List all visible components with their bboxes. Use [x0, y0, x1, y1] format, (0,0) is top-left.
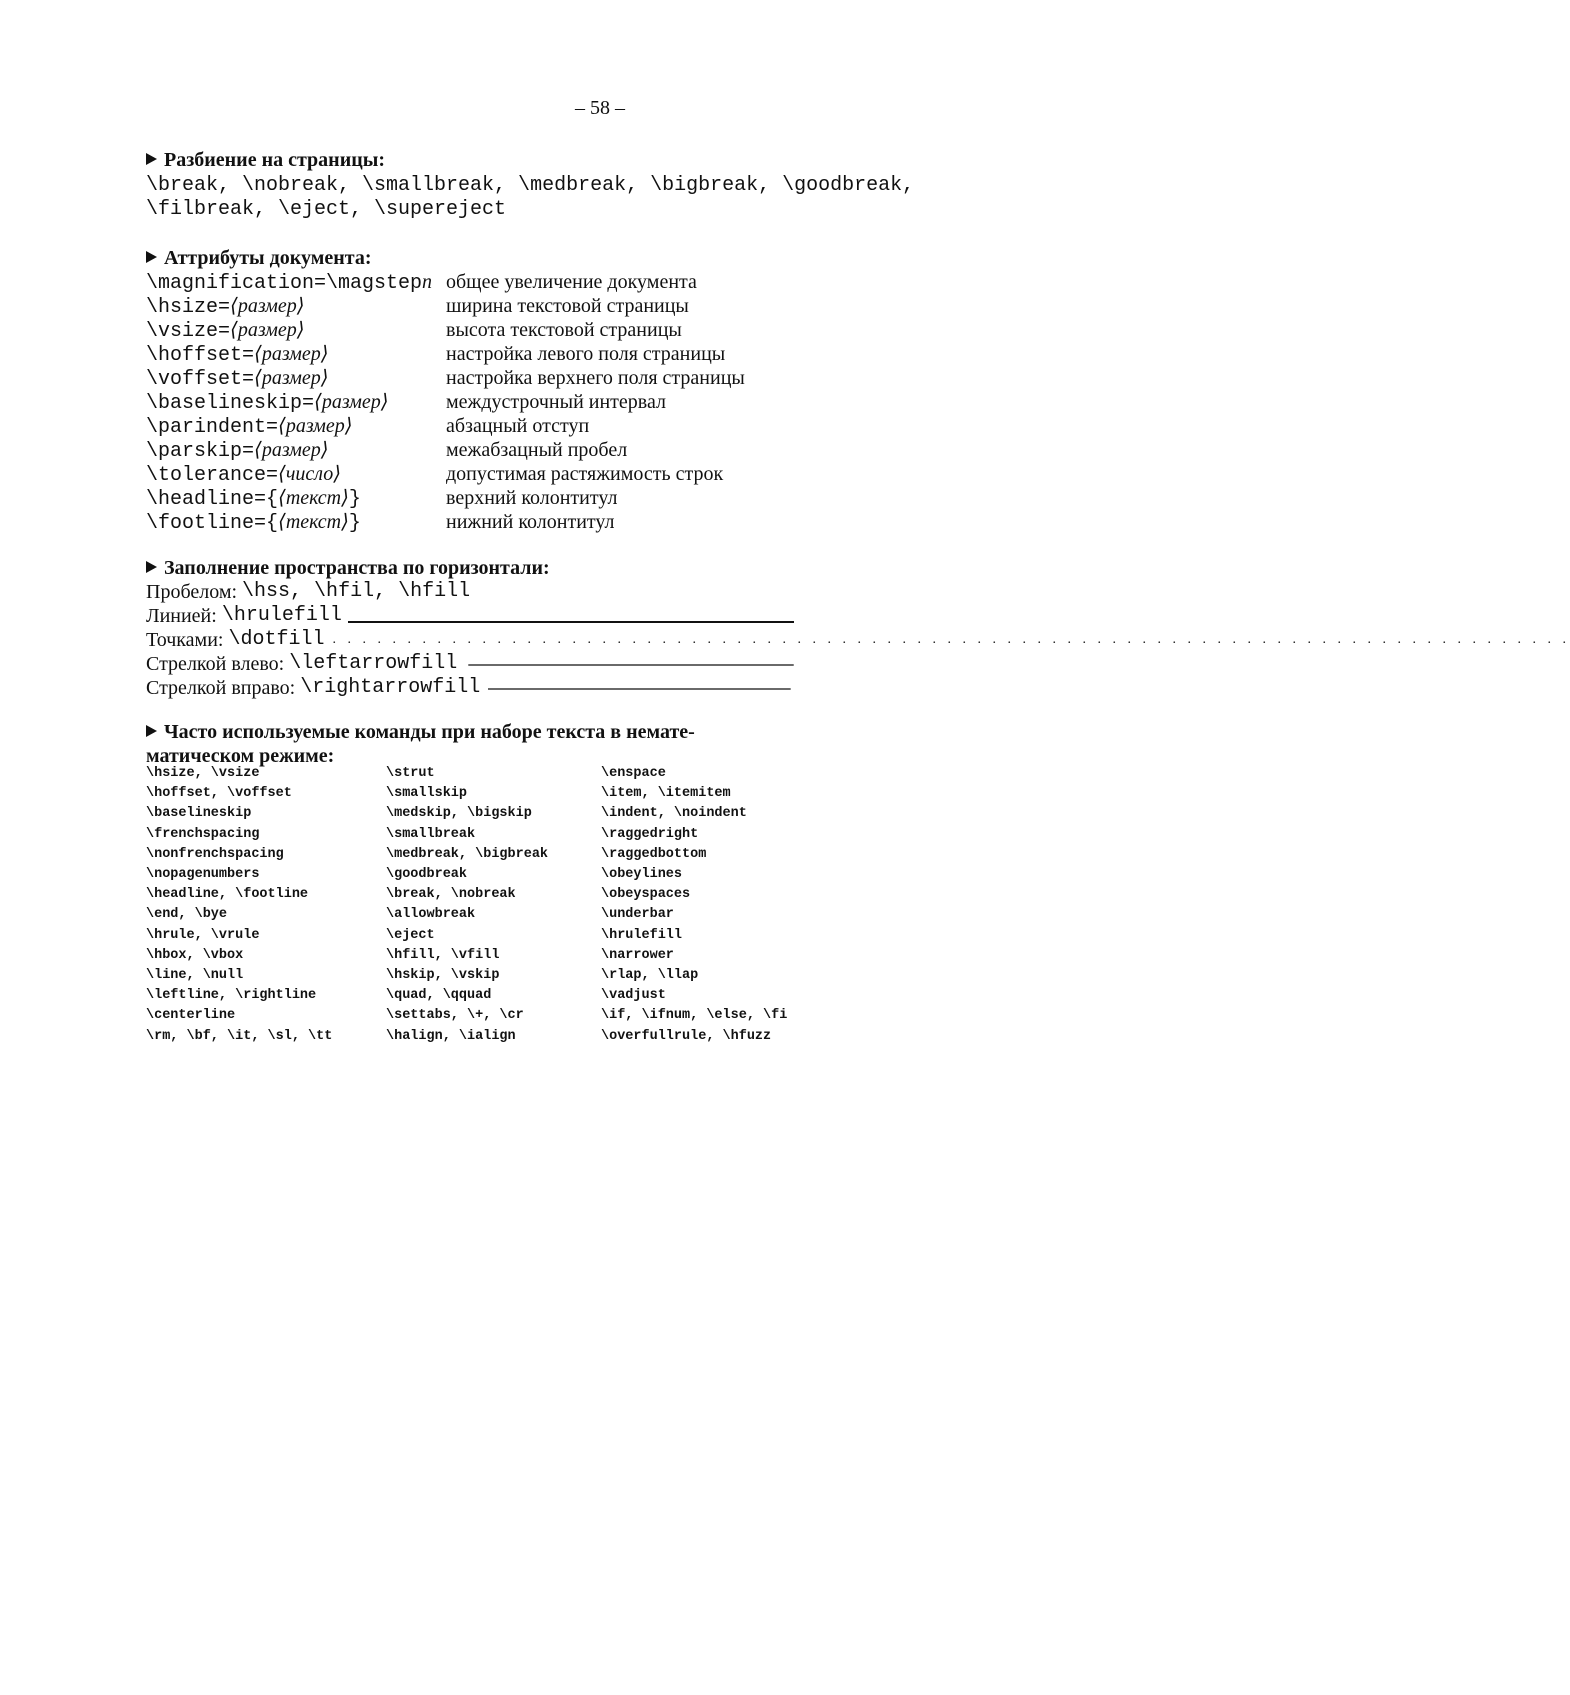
- attribute-row: [146, 294, 794, 318]
- attribute-command: [146, 414, 353, 440]
- command-item: \raggedright: [601, 826, 699, 842]
- section-pagebreak: [146, 148, 915, 222]
- heading-text: Заполнение пространства по горизонтали:: [164, 557, 550, 579]
- command-item: \eject: [386, 927, 435, 943]
- command-item: \narrower: [601, 947, 674, 963]
- section-heading: [146, 246, 794, 270]
- attribute-description: верхний колонтитул: [446, 487, 618, 509]
- attribute-row: [146, 510, 794, 534]
- section-heading: [146, 720, 794, 744]
- command-item: \quad, \qquad: [386, 988, 492, 1004]
- command-item: \medskip, \bigskip: [386, 806, 532, 822]
- command-text: \hoffset=: [146, 344, 255, 367]
- attribute-command: [146, 270, 432, 296]
- section-heading: [146, 148, 794, 172]
- command-item: \obeyspaces: [601, 887, 691, 903]
- page-number: – 58 –: [575, 97, 625, 119]
- command-text: \parindent=: [146, 416, 279, 439]
- command-column: [146, 764, 332, 1047]
- triangle-bullet-icon: [146, 251, 157, 263]
- command-item: \end, \bye: [146, 907, 228, 923]
- attribute-description: настройка верхнего поля страницы: [446, 367, 745, 389]
- triangle-bullet-icon: [146, 561, 157, 573]
- section-attributes: [146, 246, 794, 534]
- closing-brace: }: [348, 488, 361, 511]
- fill-label: Стрелкой вправо:: [146, 677, 296, 699]
- command-item: \halign, \ialign: [386, 1028, 516, 1044]
- command-item: \overfullrule, \hfuzz: [601, 1028, 772, 1044]
- command-item: \indent, \noindent: [601, 806, 747, 822]
- fill-command: \leftarrowfill: [289, 652, 458, 675]
- attribute-command: [146, 486, 361, 512]
- section-hfill: [146, 556, 1570, 700]
- attribute-description: междустрочный интервал: [446, 391, 667, 413]
- attribute-command: [146, 438, 329, 464]
- command-item: \hoffset, \voffset: [146, 786, 292, 802]
- command-item: \medbreak, \bigbreak: [386, 846, 549, 862]
- attribute-row: [146, 366, 794, 390]
- command-item: \hsize, \vsize: [146, 766, 260, 781]
- argument-text: ⟨текст⟩: [278, 487, 349, 509]
- attribute-list: [146, 270, 794, 534]
- attribute-row: [146, 462, 794, 486]
- attribute-command: [146, 510, 361, 536]
- section-common: [146, 720, 794, 768]
- command-text: \voffset=: [146, 368, 255, 391]
- fill-command: \hss, \hfil, \hfill: [242, 580, 471, 603]
- fill-command: \hrulefill: [221, 604, 342, 627]
- argument-text: ⟨размер⟩: [278, 415, 353, 437]
- command-item: \strut: [386, 766, 435, 781]
- attribute-row: [146, 438, 794, 462]
- argument-text: ⟨размер⟩: [230, 319, 305, 341]
- pagebreak-line-2: \filbreak, \eject, \supereject: [146, 198, 507, 221]
- command-item: \hbox, \vbox: [146, 947, 244, 963]
- attribute-row: [146, 270, 794, 294]
- dot-leader: . . . . . . . . . . . . . . . . . . . . . . . . . . . . . . . . . . . . . . . . . . . . . . . . . . . . . . . . . . . . . . . . . . . . . . . . . . . . . . . . . . .: [332, 632, 1570, 647]
- attribute-row: [146, 414, 794, 438]
- argument-text: ⟨размер⟩: [254, 439, 329, 461]
- command-item: \if, \ifnum, \else, \fi: [601, 1008, 788, 1024]
- heading-text: Часто используемые команды при наборе текста в немате-: [164, 721, 695, 743]
- attribute-command: [146, 366, 329, 392]
- command-item: \baselineskip: [146, 806, 252, 822]
- fill-command: \dotfill: [228, 628, 325, 651]
- command-text: \baselineskip=: [146, 392, 315, 415]
- command-text: \vsize=: [146, 320, 231, 343]
- command-item: \allowbreak: [386, 907, 476, 923]
- fill-label: Пробелом:: [146, 581, 238, 603]
- fill-row-dots: [146, 628, 1570, 652]
- triangle-bullet-icon: [146, 153, 157, 165]
- fill-label: Точками:: [146, 629, 224, 651]
- heading-text: Разбиение на страницы:: [164, 149, 386, 171]
- command-column: [386, 764, 548, 1047]
- attribute-row: [146, 390, 794, 414]
- command-item: \rlap, \llap: [601, 968, 699, 984]
- command-item: \enspace: [601, 766, 666, 781]
- argument-text: ⟨размер⟩: [254, 367, 329, 389]
- attribute-description: настройка левого поля страницы: [446, 343, 726, 365]
- pagebreak-line-1: \break, \nobreak, \smallbreak, \medbreak, \bigbreak, \goodbreak,: [146, 174, 915, 197]
- right-arrow-icon: [488, 676, 794, 700]
- closing-brace: }: [348, 512, 361, 535]
- section-heading-continued: матическом режиме:: [146, 745, 335, 767]
- attribute-description: абзацный отступ: [446, 415, 590, 437]
- attribute-command: [146, 390, 389, 416]
- fill-row-leftarrow: [146, 652, 794, 676]
- heading-text: Аттрибуты документа:: [164, 247, 372, 269]
- argument-text: ⟨число⟩: [278, 463, 342, 485]
- horizontal-rule: [348, 621, 794, 623]
- triangle-bullet-icon: [146, 725, 157, 737]
- command-text: \hsize=: [146, 296, 231, 319]
- command-item: \leftline, \rightline: [146, 988, 317, 1004]
- attribute-command: [146, 462, 341, 488]
- attribute-description: высота текстовой страницы: [446, 319, 682, 341]
- section-heading: [146, 556, 794, 580]
- command-text: \parskip=: [146, 440, 255, 463]
- attribute-row: [146, 342, 794, 366]
- attribute-row: [146, 318, 794, 342]
- fill-row-space: [146, 580, 794, 604]
- command-item: \break, \nobreak: [386, 887, 516, 903]
- argument-text: ⟨размер⟩: [230, 295, 305, 317]
- command-item: \frenchspacing: [146, 826, 260, 842]
- command-item: \goodbreak: [386, 867, 468, 883]
- attribute-description: допустимая растяжимость строк: [446, 463, 724, 485]
- attribute-command: [146, 294, 305, 320]
- command-column: [601, 764, 787, 1047]
- command-text: \headline={: [146, 488, 279, 511]
- fill-row-rightarrow: [146, 676, 794, 700]
- attribute-description: межабзацный пробел: [446, 439, 628, 461]
- command-item: \underbar: [601, 907, 674, 923]
- attribute-command: [146, 342, 329, 368]
- command-item: \hskip, \vskip: [386, 968, 500, 984]
- command-item: \centerline: [146, 1008, 236, 1024]
- command-item: \smallbreak: [386, 826, 476, 842]
- argument-text: n: [422, 271, 433, 293]
- command-item: \nonfrenchspacing: [146, 846, 284, 862]
- fill-label: Линией:: [146, 605, 217, 627]
- command-item: \item, \itemitem: [601, 786, 731, 802]
- command-item: \hrule, \vrule: [146, 927, 260, 943]
- command-item: \vadjust: [601, 988, 666, 1004]
- command-item: \headline, \footline: [146, 887, 309, 903]
- command-item: \hfill, \vfill: [386, 947, 500, 963]
- left-arrow-icon: [465, 652, 794, 676]
- command-text: \magnification=\magstep: [146, 272, 423, 295]
- command-item: \nopagenumbers: [146, 867, 260, 883]
- command-item: \rm, \bf, \it, \sl, \tt: [146, 1028, 333, 1044]
- command-item: \settabs, \+, \cr: [386, 1008, 524, 1024]
- attribute-command: [146, 318, 305, 344]
- command-text: \footline={: [146, 512, 279, 535]
- attribute-description: общее увеличение документа: [446, 271, 697, 293]
- argument-text: ⟨размер⟩: [314, 391, 389, 413]
- command-item: \raggedbottom: [601, 846, 707, 862]
- fill-command: \rightarrowfill: [300, 676, 481, 699]
- attribute-description: нижний колонтитул: [446, 511, 615, 533]
- command-item: \obeylines: [601, 867, 683, 883]
- command-item: \smallskip: [386, 786, 468, 802]
- attribute-description: ширина текстовой страницы: [446, 295, 689, 317]
- fill-row-rule: [146, 604, 794, 628]
- command-item: \hrulefill: [601, 927, 683, 943]
- fill-label: Стрелкой влево:: [146, 653, 285, 675]
- argument-text: ⟨размер⟩: [254, 343, 329, 365]
- command-text: \tolerance=: [146, 464, 279, 487]
- command-item: \line, \null: [146, 968, 244, 984]
- attribute-row: [146, 486, 794, 510]
- argument-text: ⟨текст⟩: [278, 511, 349, 533]
